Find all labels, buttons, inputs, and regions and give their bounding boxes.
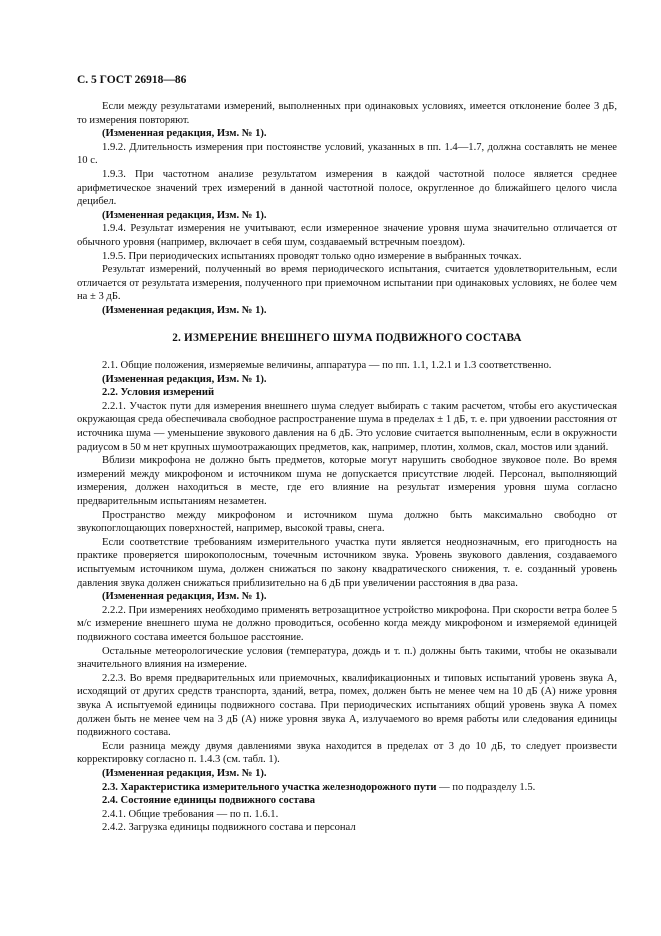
paragraph: 1.9.4. Результат измерения не учитывают, если измеренное значение уровня шума значительно отличается от обычного уровня (например, включает в себя шум, создаваемый встречным поездом). <box>77 223 617 248</box>
paragraph: Остальные метеорологические условия (температура, дождь и т. п.) должны быть такими, чтобы не оказывали значительного влияния на измерение. <box>77 645 617 671</box>
paragraph: Если соответствие требованиям измерительного участка пути является неоднозначным, его пригодность на практике проверяется широкополосным, точечным источником звука. Уровень звукового давления, создаваемого испытуемым источником шума, должен снижаться по закону квадратического снижения, т. е. созданный уровень давления звука должен снижаться приблизительно на 6 дБ при увеличении расстояния в два раза. <box>77 536 617 589</box>
page-header: С. 5 ГОСТ 26918—86 <box>77 74 187 86</box>
revision-note: (Измененная редакция, Изм. № 1). <box>102 128 267 140</box>
subsection-heading: 2.4. Состояние единицы подвижного состава <box>102 795 316 807</box>
paragraph: 2.1. Общие положения, измеряемые величины, аппаратура — по пп. 1.1, 1.2.1 и 1.3 соответственно. <box>102 360 552 372</box>
revision-note: (Измененная редакция, Изм. № 1). <box>102 767 267 779</box>
revision-note: (Измененная редакция, Изм. № 1). <box>102 304 267 316</box>
paragraph-2-3 <box>77 781 617 795</box>
paragraph: 2.2.1. Участок пути для измерения внешнего шума следует выбирать с таким расчетом, чтобы его акустическая окружающая среда обеспечивала свободное распространение шума в пределах ± 1 дБ, т. е. при удвоении расстояния от источника шума — уменьшение звукового давления на 6 дБ. Это условие считается выполненным, если в окружности радиусом в 50 м нет крупных шумоотражающих предметов, как, например, плотин, холмов, скал, мостов или зданий. <box>77 400 617 453</box>
section-heading: 2. ИЗМЕРЕНИЕ ВНЕШНЕГО ШУМА ПОДВИЖНОГО СОСТАВА <box>172 331 522 344</box>
paragraph: 1.9.5. При периодических испытаниях проводят только одно измерение в выбранных точках. <box>102 250 522 262</box>
paragraph: Вблизи микрофона не должно быть предметов, которые могут нарушить свободное звуковое поле. Во время измерений между микрофоном и источником шума не допускается присутствие людей. Персонал, выполняющий измерения, должен находиться в месте, где его влияние на результат измерения уровня шума согласно предварительным испытаниям незаметен. <box>77 455 617 508</box>
subsection-heading: 2.3. Характеристика измерительного участка железнодорожного пути <box>102 781 437 793</box>
paragraph: Если между результатами измерений, выполненных при одинаковых условиях, имеется отклонение более 3 дБ, то измерения повторяют. <box>77 101 617 126</box>
paragraph: 2.4.1. Общие требования — по п. 1.6.1. <box>102 808 279 820</box>
revision-note: (Измененная редакция, Изм. № 1). <box>102 591 267 603</box>
revision-note: (Измененная редакция, Изм. № 1). <box>102 209 267 221</box>
subsection-heading: 2.2. Условия измерений <box>102 387 215 399</box>
paragraph: 2.2.3. Во время предварительных или приемочных, квалификационных и типовых испытаний уровень звука А, исходящий от других средств транспорта, зданий, ветра, помех, должен быть не менее чем на 10 дБ (А) ниже уровня звука А испытуемой единицы подвижного состава. При периодических испытаниях общий уровень звука А помех должен быть не менее чем на 3 дБ (А) ниже уровня звука А, излучаемого во время работы или следования единицы подвижного состава. <box>77 672 617 739</box>
paragraph: 1.9.3. При частотном анализе результатом измерения в каждой частотной полосе является среднее арифметическое значений трех измерений в данной частотной полосе, округленное до ближайшего целого числа децибел. <box>77 168 617 208</box>
revision-note: (Измененная редакция, Изм. № 1). <box>102 373 267 385</box>
document-body <box>77 100 617 835</box>
paragraph: Пространство между микрофоном и источником шума должно быть максимально свободно от звукопоглощающих поверхностей, например, высокой травы, снега. <box>77 509 617 535</box>
paragraph: Если разница между двумя давлениями звука находится в пределах от 3 до 10 дБ, то следует произвести корректировку согласно п. 1.4.3 (см. табл. 1). <box>77 740 617 766</box>
reference-text: — по подразделу 1.5. <box>436 781 536 793</box>
paragraph: 2.4.2. Загрузка единицы подвижного состава и персонал <box>102 822 356 834</box>
paragraph: 1.9.2. Длительность измерения при постоянстве условий, указанных в пп. 1.4—1.7, должна составлять не менее 10 с. <box>77 141 617 167</box>
paragraph: Результат измерений, полученный во время периодического испытания, считается удовлетворительным, если отличается от результата измерения, полученного при приемочном испытании при одинаковых условиях, не более чем на ± 3 дБ. <box>77 264 617 303</box>
paragraph: 2.2.2. При измерениях необходимо применять ветрозащитное устройство микрофона. При скорости ветра более 5 м/с измерение внешнего шума не должно проводиться, особенно когда между микрофоном и измеряемой единицей подвижного состава имеется большое расстояние. <box>77 604 617 643</box>
